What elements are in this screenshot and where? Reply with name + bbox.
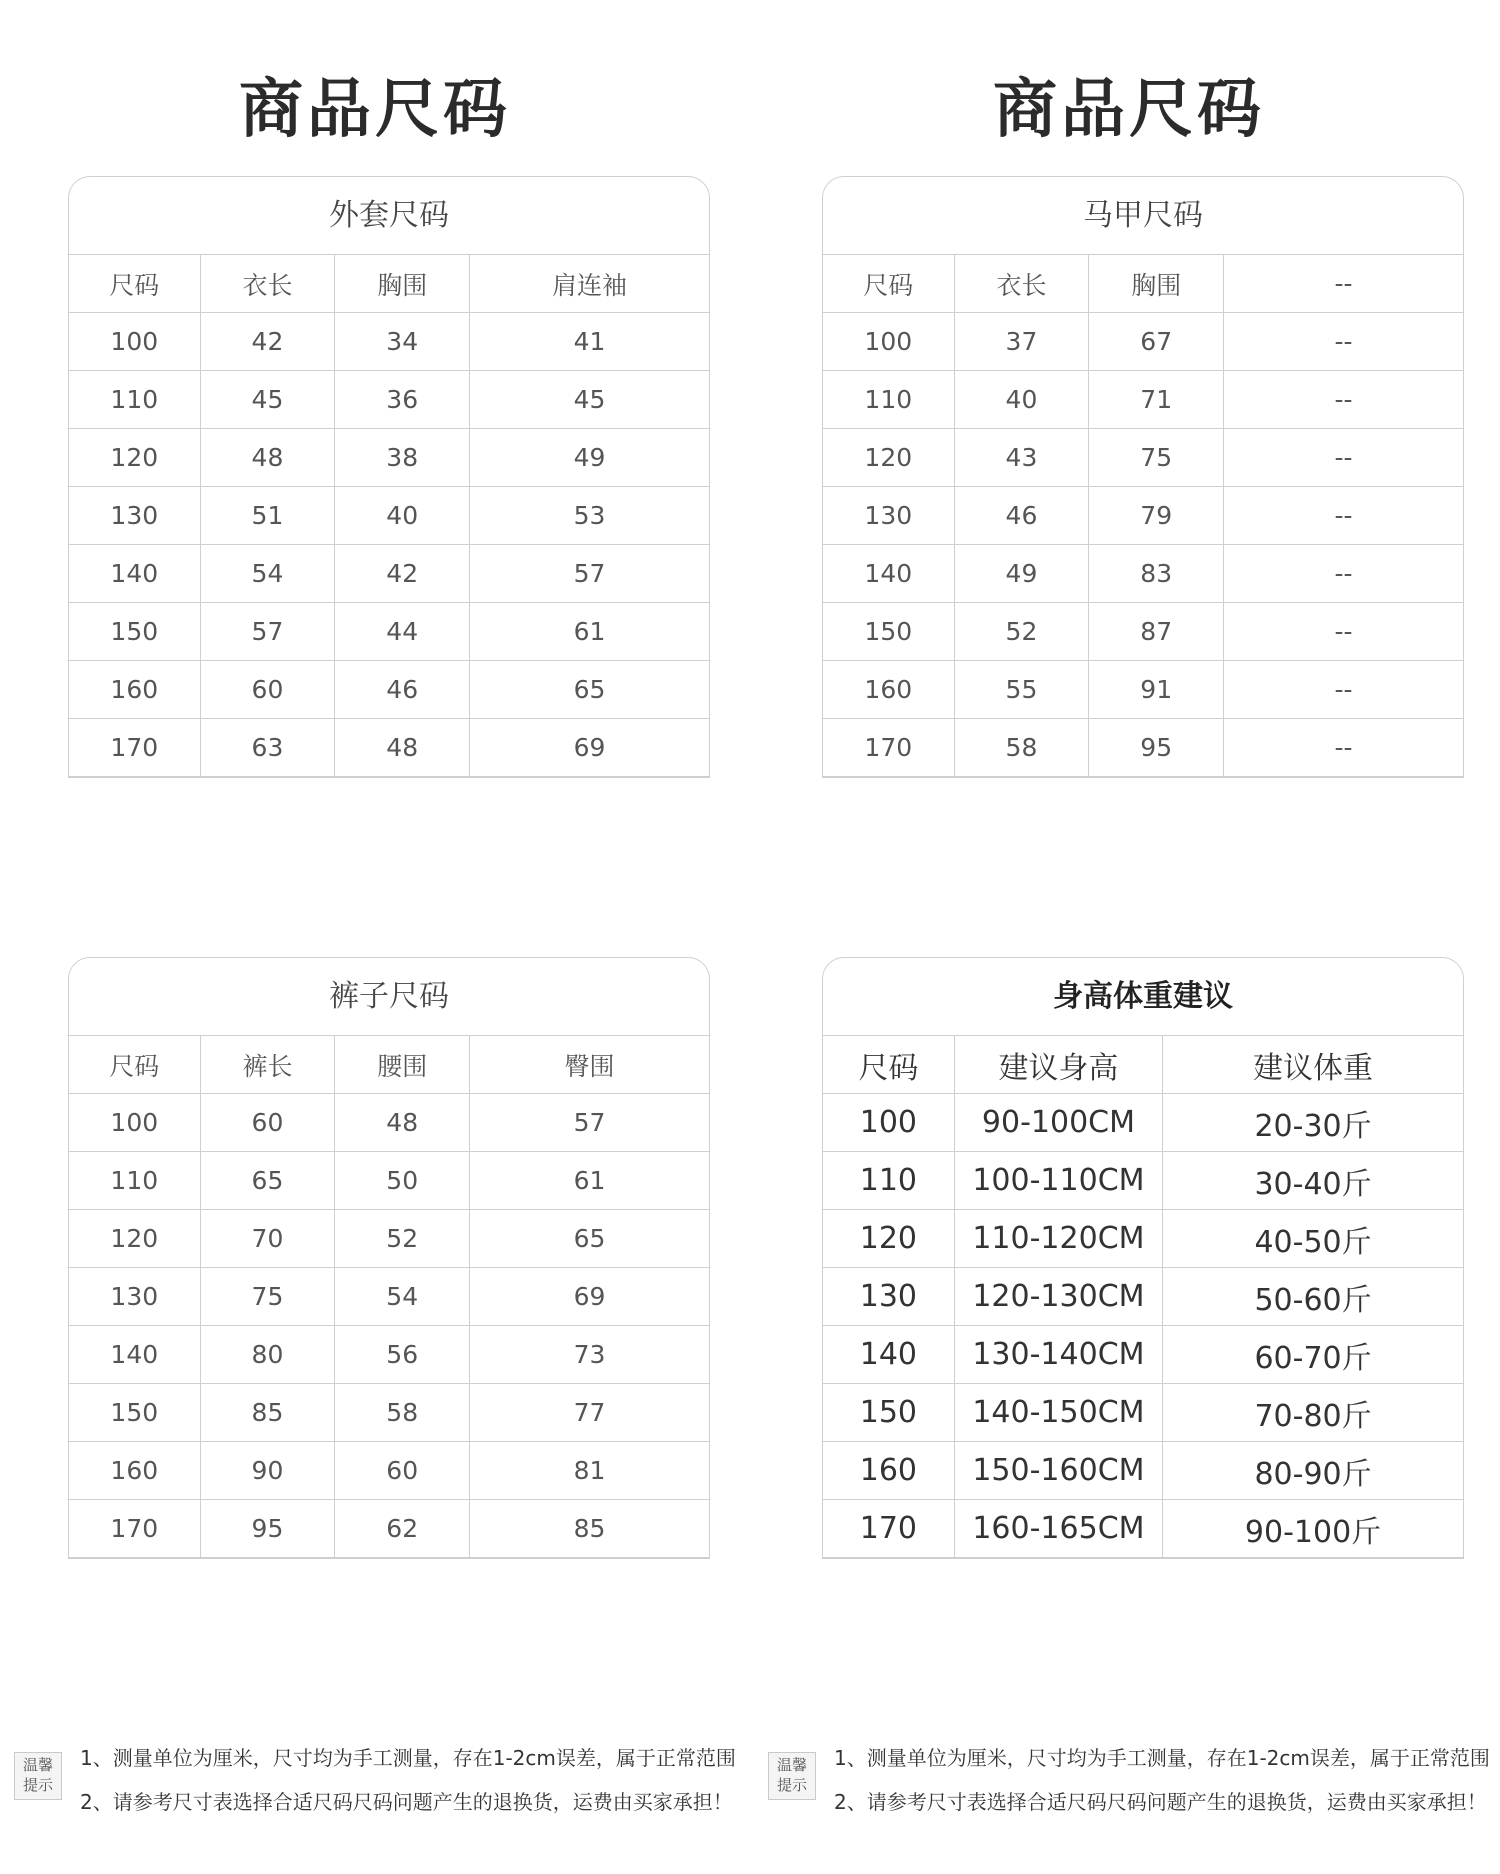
table-cell: 81 [470, 1442, 709, 1500]
tip-line-1: 1、测量单位为厘米，尺寸均为手工测量，存在1-2cm误差，属于正常范围 [834, 1746, 1490, 1770]
table-header-row [823, 1036, 1463, 1094]
table-cell: 48 [335, 1094, 470, 1152]
table-cell: 49 [470, 429, 709, 487]
table-cell: 160 [69, 1442, 200, 1500]
table-row [823, 1094, 1463, 1152]
table-cell: 90 [200, 1442, 335, 1500]
column-header: 胸围 [335, 255, 470, 313]
table-row [69, 1384, 709, 1442]
table-cell: 36 [335, 371, 470, 429]
table-cell: 40 [335, 487, 470, 545]
table-row [69, 313, 709, 371]
table-cell: 150 [69, 603, 200, 661]
table-cell: 65 [470, 1210, 709, 1268]
table-cell: 73 [470, 1326, 709, 1384]
table-cell: -- [1224, 603, 1463, 661]
tips-badge: 温馨 提示 [14, 1752, 62, 1800]
table-cell: 43 [954, 429, 1089, 487]
table-row [823, 313, 1463, 371]
table-cell: 130 [69, 1268, 200, 1326]
table-cell: 80 [200, 1326, 335, 1384]
table-cell: 170 [69, 1500, 200, 1558]
column-header: 肩连袖 [470, 255, 709, 313]
table-cell: 58 [954, 719, 1089, 777]
table-cell: 110 [823, 1152, 954, 1210]
table-cell: 80-90斤 [1163, 1442, 1463, 1500]
column-header: 尺码 [69, 1036, 200, 1094]
table-cell: 40-50斤 [1163, 1210, 1463, 1268]
column-header: 衣长 [954, 255, 1089, 313]
table-cell: 56 [335, 1326, 470, 1384]
table-cell: 140 [69, 545, 200, 603]
table-cell: 69 [470, 1268, 709, 1326]
table-row [823, 1152, 1463, 1210]
table-cell: 60 [335, 1442, 470, 1500]
table-cell: 67 [1089, 313, 1224, 371]
column-header: 建议身高 [954, 1036, 1162, 1094]
table-cell: 160-165CM [954, 1500, 1162, 1558]
table-cell: 160 [823, 1442, 954, 1500]
column-header: 建议体重 [1163, 1036, 1463, 1094]
table-cell: 57 [470, 545, 709, 603]
table-cell: 120 [823, 1210, 954, 1268]
table-cell: 130 [69, 487, 200, 545]
tips-note-right [766, 1736, 1500, 1836]
table-row [823, 429, 1463, 487]
table-row [823, 719, 1463, 777]
table-cell: 60 [200, 1094, 335, 1152]
table-cell: 50 [335, 1152, 470, 1210]
table-cell: 62 [335, 1500, 470, 1558]
table-row [69, 487, 709, 545]
table-row [69, 1094, 709, 1152]
table-row [69, 1268, 709, 1326]
table-caption: 外套尺码 [69, 177, 709, 255]
table-cell: 95 [200, 1500, 335, 1558]
coat-size-table [68, 176, 710, 778]
table-row [69, 429, 709, 487]
table-header-row [69, 255, 709, 313]
table-row [823, 1268, 1463, 1326]
column-header: 腰围 [335, 1036, 470, 1094]
table-caption: 马甲尺码 [823, 177, 1463, 255]
table-cell: 150 [69, 1384, 200, 1442]
table-row [69, 1326, 709, 1384]
table-cell: -- [1224, 487, 1463, 545]
column-header: 尺码 [823, 1036, 954, 1094]
table-cell: 70-80斤 [1163, 1384, 1463, 1442]
table-cell: 100 [823, 1094, 954, 1152]
table-cell: 45 [470, 371, 709, 429]
table-row [823, 661, 1463, 719]
table-cell: 100 [823, 313, 954, 371]
table-cell: 60-70斤 [1163, 1326, 1463, 1384]
table-cell: 65 [200, 1152, 335, 1210]
table-cell: 42 [335, 545, 470, 603]
tip-line-2: 2、请参考尺寸表选择合适尺码尺码问题产生的退换货，运费由买家承担！ [834, 1790, 1487, 1814]
table-cell: 85 [470, 1500, 709, 1558]
tip-line-2: 2、请参考尺寸表选择合适尺码尺码问题产生的退换货，运费由买家承担！ [80, 1790, 733, 1814]
table-cell: 70 [200, 1210, 335, 1268]
table-cell: 130 [823, 487, 954, 545]
column-header: 尺码 [823, 255, 954, 313]
table-caption: 裤子尺码 [69, 958, 709, 1036]
table-cell: 170 [69, 719, 200, 777]
table-cell: 48 [335, 719, 470, 777]
table-cell: 58 [335, 1384, 470, 1442]
table-cell: 41 [470, 313, 709, 371]
table-cell: 87 [1089, 603, 1224, 661]
table-cell: 140 [69, 1326, 200, 1384]
column-header: 尺码 [69, 255, 200, 313]
table-cell: 100 [69, 1094, 200, 1152]
table-cell: 130-140CM [954, 1326, 1162, 1384]
table-row [69, 1442, 709, 1500]
table-cell: 150-160CM [954, 1442, 1162, 1500]
table-cell: 75 [200, 1268, 335, 1326]
table-cell: 49 [954, 545, 1089, 603]
table-caption: 身高体重建议 [823, 958, 1463, 1036]
tip-line-1: 1、测量单位为厘米，尺寸均为手工测量，存在1-2cm误差，属于正常范围 [80, 1746, 736, 1770]
table-cell: 37 [954, 313, 1089, 371]
table-row [823, 1500, 1463, 1558]
table-cell: 110 [69, 1152, 200, 1210]
table-header-row [69, 1036, 709, 1094]
table-row [823, 545, 1463, 603]
table-cell: 61 [470, 603, 709, 661]
table-row [823, 487, 1463, 545]
table-row [823, 1384, 1463, 1442]
table-cell: 150 [823, 1384, 954, 1442]
tips-badge: 温馨 提示 [768, 1752, 816, 1800]
table-cell: 55 [954, 661, 1089, 719]
table-cell: 120 [823, 429, 954, 487]
table-cell: 48 [200, 429, 335, 487]
table-row [69, 719, 709, 777]
table-cell: 61 [470, 1152, 709, 1210]
table-cell: -- [1224, 371, 1463, 429]
height-weight-table [822, 957, 1464, 1559]
table-cell: 57 [470, 1094, 709, 1152]
column-header: 衣长 [200, 255, 335, 313]
table-cell: 170 [823, 1500, 954, 1558]
table-row [823, 371, 1463, 429]
column-header: 裤长 [200, 1036, 335, 1094]
table-cell: 110-120CM [954, 1210, 1162, 1268]
table-cell: 38 [335, 429, 470, 487]
vest-size-table [822, 176, 1464, 778]
table-cell: 170 [823, 719, 954, 777]
table-cell: 50-60斤 [1163, 1268, 1463, 1326]
table-cell: 140-150CM [954, 1384, 1162, 1442]
table-cell: 71 [1089, 371, 1224, 429]
table-row [69, 1500, 709, 1558]
table-cell: 34 [335, 313, 470, 371]
table-cell: 120 [69, 1210, 200, 1268]
table-cell: 160 [823, 661, 954, 719]
table-cell: 30-40斤 [1163, 1152, 1463, 1210]
table-cell: 150 [823, 603, 954, 661]
table-cell: 46 [954, 487, 1089, 545]
table-row [69, 1210, 709, 1268]
table-cell: -- [1224, 719, 1463, 777]
table-cell: 42 [200, 313, 335, 371]
table-cell: 91 [1089, 661, 1224, 719]
table-cell: -- [1224, 429, 1463, 487]
table-row [823, 1326, 1463, 1384]
table-cell: 52 [335, 1210, 470, 1268]
table-cell: 40 [954, 371, 1089, 429]
table-row [823, 603, 1463, 661]
table-cell: 90-100斤 [1163, 1500, 1463, 1558]
table-row [69, 545, 709, 603]
table-cell: 110 [69, 371, 200, 429]
table-cell: 45 [200, 371, 335, 429]
table-cell: 100 [69, 313, 200, 371]
page-title-right: 商品尺码 [993, 73, 1265, 147]
table-cell: 140 [823, 1326, 954, 1384]
table-cell: 120 [69, 429, 200, 487]
table-cell: 75 [1089, 429, 1224, 487]
table-row [69, 1152, 709, 1210]
table-cell: 130 [823, 1268, 954, 1326]
table-row [823, 1442, 1463, 1500]
table-cell: 65 [470, 661, 709, 719]
table-cell: 83 [1089, 545, 1224, 603]
table-cell: 120-130CM [954, 1268, 1162, 1326]
table-row [69, 661, 709, 719]
column-header: -- [1224, 255, 1463, 313]
table-cell: 57 [200, 603, 335, 661]
table-cell: 60 [200, 661, 335, 719]
table-cell: 53 [470, 487, 709, 545]
table-cell: 110 [823, 371, 954, 429]
tips-note-left [12, 1736, 752, 1836]
column-header: 胸围 [1089, 255, 1224, 313]
table-row [823, 1210, 1463, 1268]
table-cell: 140 [823, 545, 954, 603]
table-cell: -- [1224, 313, 1463, 371]
table-header-row [823, 255, 1463, 313]
table-cell: 79 [1089, 487, 1224, 545]
table-cell: 100-110CM [954, 1152, 1162, 1210]
table-cell: 54 [200, 545, 335, 603]
table-cell: 90-100CM [954, 1094, 1162, 1152]
table-cell: 54 [335, 1268, 470, 1326]
table-cell: 20-30斤 [1163, 1094, 1463, 1152]
table-cell: 69 [470, 719, 709, 777]
table-cell: 51 [200, 487, 335, 545]
table-row [69, 603, 709, 661]
table-cell: -- [1224, 661, 1463, 719]
table-cell: 95 [1089, 719, 1224, 777]
table-cell: 77 [470, 1384, 709, 1442]
table-cell: 85 [200, 1384, 335, 1442]
column-header: 臀围 [470, 1036, 709, 1094]
table-cell: -- [1224, 545, 1463, 603]
table-cell: 46 [335, 661, 470, 719]
table-cell: 44 [335, 603, 470, 661]
table-cell: 63 [200, 719, 335, 777]
table-cell: 160 [69, 661, 200, 719]
table-row [69, 371, 709, 429]
table-cell: 52 [954, 603, 1089, 661]
page-title-left: 商品尺码 [239, 73, 511, 147]
pants-size-table [68, 957, 710, 1559]
